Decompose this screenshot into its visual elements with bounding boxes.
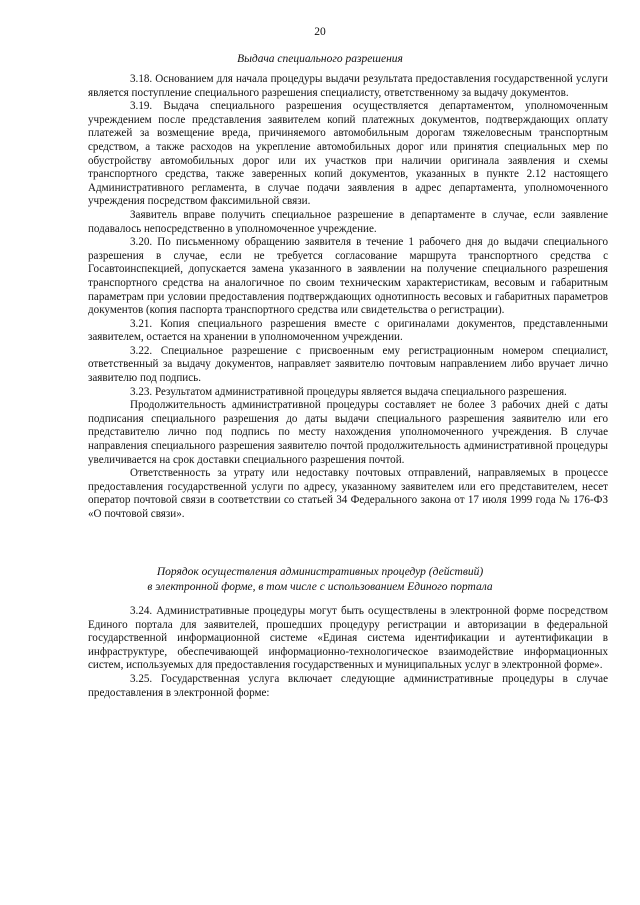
subsection-title <box>0 565 640 594</box>
subsection-body <box>88 605 608 700</box>
paragraph-applicant-right: Заявитель вправе получить специальное разрешение в департаменте в случае, если заявление подавалось непосредственно в уполномоченное учреждение. <box>88 208 608 235</box>
section-title: Выдача специального разрешения <box>237 53 403 65</box>
section-body <box>88 73 608 522</box>
paragraph-3-20: 3.20. По письменному обращению заявителя в течение 1 рабочего дня до выдачи специального разрешения в случае, если не требуется согласование маршрута транспортного средства с Госавтоинспекцией, допускается замена указанного в заявлении на получение специального разрешения транспортного средства на аналогичное по своим техническим характеристикам, весовым и габаритным параметрам при условии предоставления подтверждающих однотипность весовых и габаритных параметров документов (копия паспорта транспортного средства или свидетельства о регистрации). <box>88 236 608 317</box>
paragraph-3-25: 3.25. Государственная услуга включает следующие административные процедуры в случае предоставления в электронной форме: <box>88 672 608 699</box>
page-number: 20 <box>314 26 326 38</box>
paragraph-3-24: 3.24. Административные процедуры могут быть осуществлены в электронной форме посредством Единого портала для заявителей, прошедших процедуру регистрации и авторизации в федеральной государственной информационной системе «Единая система идентификации и аутентификации в инфраструктуре, обеспечивающей информационно-технологическое взаимодействие информационных систем, используемых для предоставления государственных и муниципальных услуг в электронной форме». <box>88 605 608 672</box>
paragraph-duration: Продолжительность административной процедуры составляет не более 3 рабочих дней с даты подписания специального разрешения до даты выдачи специального разрешения заявителю или его представителю лично под подпись по месту нахождения уполномоченного учреждения. В случае направления специального разрешения заявителю почтой продолжительность административной процедуры увеличивается на срок доставки специального разрешения почтой. <box>88 399 608 466</box>
paragraph-3-22: 3.22. Специальное разрешение с присвоенным ему регистрационным номером специалист, ответственный за выдачу документов, направляет заявителю почтовым направлением либо вручает лично заявителю под подпись. <box>88 344 608 385</box>
paragraph-responsibility: Ответственность за утрату или недоставку почтовых отправлений, направляемых в процессе предоставления государственной услуги по адресу, указанному заявителем или его представителем, несет оператор почтовой связи в соответствии со статьей 34 Федерального закона от 17 июля 1999 года № 176-ФЗ «О почтовой связи». <box>88 467 608 520</box>
paragraph-3-19: 3.19. Выдача специального разрешения осуществляется департаментом, уполномоченным учреждением после представления заявителем копий платежных документов, подтверждающих оплату платежей за возмещение вреда, причиняемого автомобильным дорогам тяжеловесным транспортным средством, а также расходов на укрепление автомобильных дорог или принятия специальных мер по обустройству автомобильных дорог или их участков при наличии оригинала заявления и схемы транспортного средства, также заверенных копий документов, указанных в пункте 2.12 настоящего Административного регламента, в случае подачи заявления в адрес департамента, уполномоченного учреждения посредством факсимильной связи. <box>88 100 608 208</box>
paragraph-3-18: 3.18. Основанием для начала процедуры выдачи результата предоставления государственной услуги является поступление специального разрешения специалисту, ответственному за выдачу документов. <box>88 73 608 99</box>
subsection-title-line2: в электронной форме, в том числе с использованием Единого портала <box>147 580 493 593</box>
paragraph-3-21: 3.21. Копия специального разрешения вместе с оригиналами документов, представленными заявителем, остается на хранении в уполномоченном учреждении. <box>88 317 608 344</box>
paragraph-3-23: 3.23. Результатом административной процедуры является выдача специального разрешения. <box>130 385 567 398</box>
subsection-title-line1: Порядок осуществления административных процедур (действий) <box>156 566 484 578</box>
